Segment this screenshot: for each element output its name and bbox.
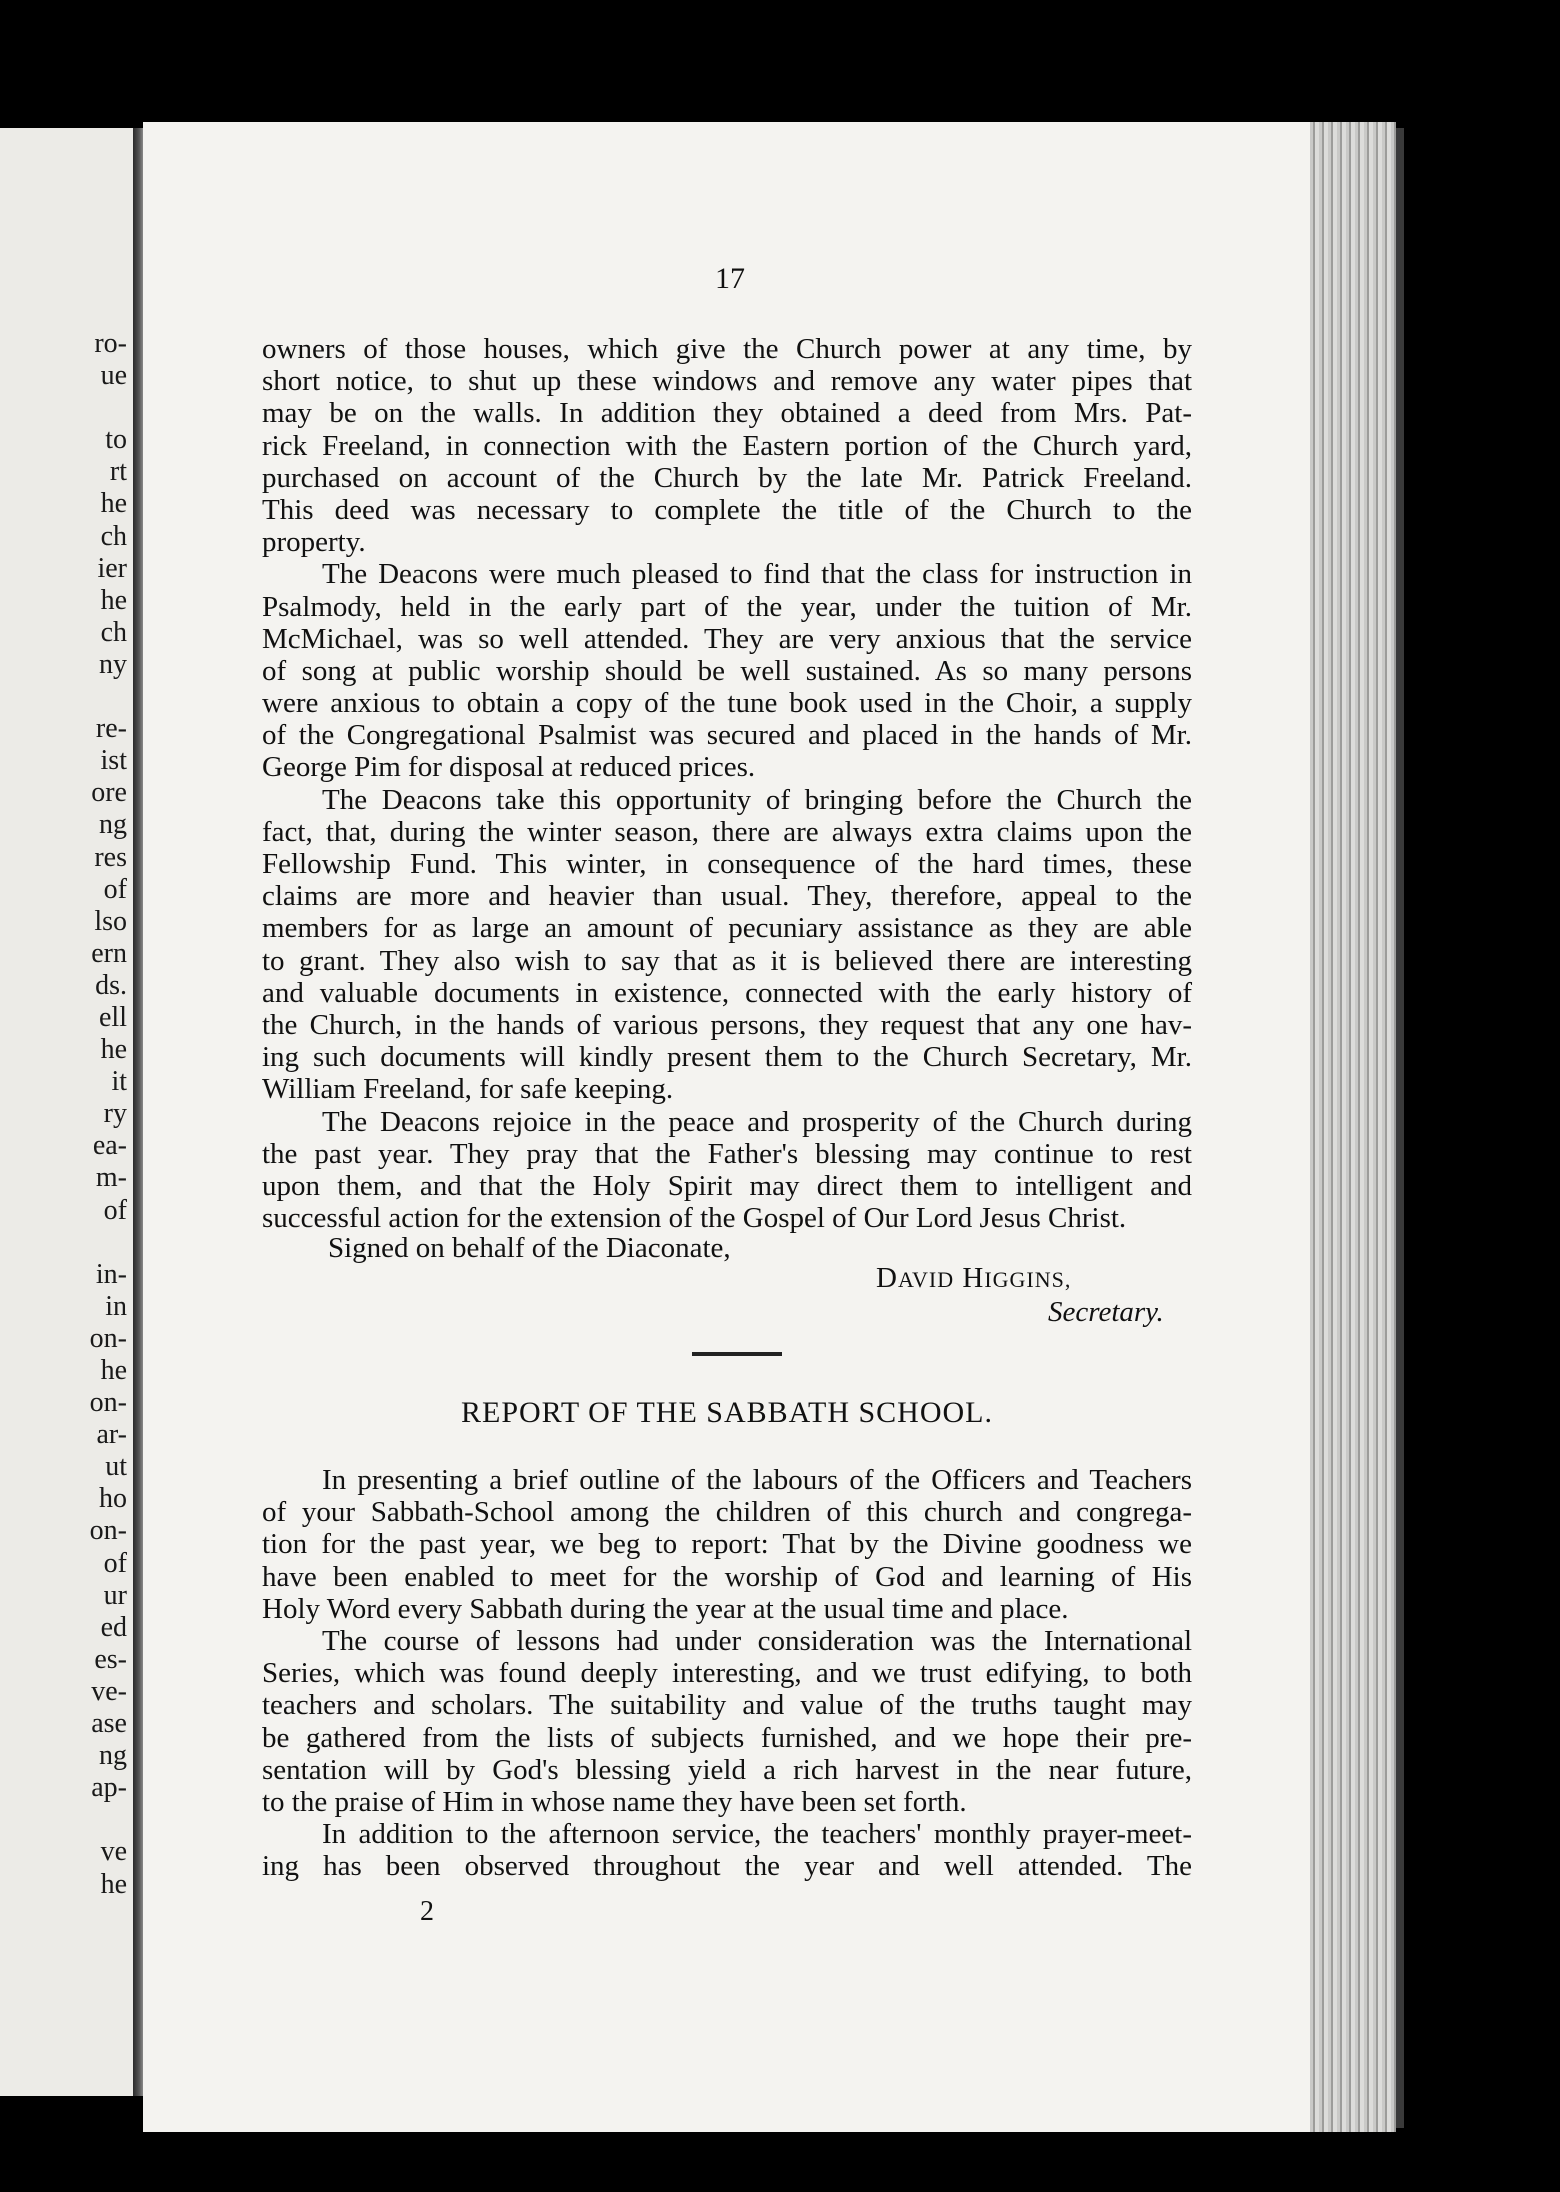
left-fragment: he [100, 1355, 127, 1386]
text-line: In presenting a brief outline of the labours of the Officers and Teachers [322, 1464, 1192, 1496]
left-fragment: to [105, 424, 127, 456]
text-line: to grant. They also wish to say that as it is believed there are interesting [262, 944, 1192, 977]
text-line: rick Freeland, in connection with the Eastern portion of the Church yard, [262, 429, 1192, 462]
text-line: may be on the walls. In addition they obtained a deed from Mrs. Pat- [262, 397, 1192, 430]
left-fragment: es- [94, 1643, 127, 1675]
left-fragment: res [94, 841, 127, 873]
left-fragment [90, 681, 127, 713]
text-line: This deed was necessary to complete the title of the Church to the [262, 493, 1192, 526]
text-line: McMichael, was so well attended. They are very anxious that the service [262, 622, 1192, 655]
text-line: Psalmody, held in the early part of the year, under the tuition of Mr. [262, 590, 1192, 623]
text-line: Series, which was found deeply interesting, and we trust edifying, to both [262, 1657, 1192, 1690]
signed-line: Signed on behalf of the Diaconate, [328, 1232, 731, 1264]
left-fragment: rt [109, 456, 127, 488]
left-fragment: ng [99, 809, 127, 841]
text-line: purchased on account of the Church by the late Mr. Patrick Freeland. [262, 461, 1192, 494]
text-line: of your Sabbath-School among the children of this church and congrega- [262, 1496, 1192, 1529]
left-fragment: re- [95, 713, 127, 745]
left-page-fragments [90, 328, 127, 1901]
left-fragment: on- [89, 1322, 127, 1354]
left-fragment: ist [100, 745, 127, 777]
text-line: property. [262, 526, 366, 559]
left-fragment: ar- [96, 1419, 127, 1451]
left-fragment: ore [91, 777, 127, 809]
book-gutter [133, 128, 143, 2096]
text-line: tion for the past year, we beg to report: That by the Divine goodness we [262, 1528, 1192, 1561]
left-fragment [90, 1227, 127, 1259]
text-line: The course of lessons had under consideration was the International [322, 1624, 1192, 1657]
text-line: short notice, to shut up these windows and remove any water pipes that [262, 365, 1192, 398]
signature-mark: 2 [420, 1896, 434, 1927]
signatory-first-initial: D [876, 1262, 898, 1294]
text-line: The Deacons take this opportunity of bringing before the Church the [322, 783, 1192, 816]
text-line: the Church, in the hands of various persons, they request that any one hav- [262, 1008, 1192, 1041]
left-fragment: m- [95, 1162, 127, 1194]
left-fragment: ch [100, 520, 127, 552]
text-line: claims are more and heavier than usual. They, therefore, appeal to the [262, 880, 1192, 913]
text-line: William Freeland, for safe keeping. [262, 1073, 674, 1106]
left-fragment: ho [99, 1483, 127, 1515]
left-fragment: ny [99, 648, 127, 680]
text-line: to the praise of Him in whose name they have been set forth. [262, 1785, 967, 1818]
text-line: teachers and scholars. The suitability and value of the truths taught may [262, 1689, 1192, 1722]
left-fragment: ap- [91, 1772, 127, 1804]
text-line: Holy Word every Sabbath during the year at the usual time and place. [262, 1592, 1069, 1625]
section-divider [692, 1352, 782, 1356]
left-fragment: ve- [91, 1675, 127, 1707]
left-fragment: on- [89, 1515, 127, 1547]
left-fragment: ng [99, 1740, 127, 1772]
text-line: In addition to the afternoon service, the teachers' monthly prayer-meet- [322, 1818, 1192, 1851]
sabbath-school-report-text [262, 1464, 1192, 1882]
text-line: were anxious to obtain a copy of the tune book used in the Choir, a supply [262, 687, 1192, 720]
signatory-title: Secretary. [1048, 1296, 1164, 1328]
signatory-name [876, 1262, 1071, 1295]
text-line: upon them, and that the Holy Spirit may direct them to intelligent and [262, 1169, 1192, 1202]
text-line: the past year. They pray that the Father's blessing may continue to rest [262, 1137, 1192, 1170]
signatory-last-rest: IGGINS, [984, 1267, 1072, 1292]
text-line: owners of those houses, which give the Church power at any time, by [262, 333, 1192, 365]
left-fragment: ch [100, 616, 127, 648]
left-fragment: ase [91, 1708, 127, 1740]
left-fragment: ell [99, 1001, 127, 1033]
signatory-first-rest: AVID [897, 1267, 955, 1292]
left-fragment: ea- [92, 1130, 127, 1162]
text-line: have been enabled to meet for the worship of God and learning of His [262, 1560, 1192, 1593]
left-fragment: ry [103, 1098, 127, 1130]
left-fragment: he [100, 488, 127, 520]
left-fragment: of [103, 1194, 127, 1226]
left-fragment: he [100, 1034, 127, 1066]
left-fragment: lso [94, 905, 127, 937]
left-fragment: it [111, 1066, 127, 1098]
text-line: ing such documents will kindly present them to the Church Secretary, Mr. [262, 1041, 1192, 1074]
left-fragment: ern [91, 937, 127, 969]
left-fragment: ur [103, 1579, 127, 1611]
left-page-edge [0, 128, 133, 2096]
left-fragment: ue [100, 360, 127, 392]
text-line: George Pim for disposal at reduced prices. [262, 751, 756, 784]
left-fragment: he [100, 1868, 127, 1900]
left-fragment: of [103, 1547, 127, 1579]
left-fragment: ut [105, 1451, 127, 1483]
text-line: ing has been observed throughout the year and well attended. The [262, 1850, 1192, 1883]
text-line: The Deacons rejoice in the peace and prosperity of the Church during [322, 1105, 1192, 1138]
left-fragment: in- [95, 1258, 127, 1290]
left-fragment: ed [100, 1611, 127, 1643]
text-line: fact, that, during the winter season, there are always extra claims upon the [262, 815, 1192, 848]
text-line: of the Congregational Psalmist was secured and placed in the hands of Mr. [262, 719, 1192, 752]
text-line: sentation will by God's blessing yield a rich harvest in the near future, [262, 1753, 1192, 1786]
left-fragment: on- [89, 1387, 127, 1419]
left-fragment: he [100, 584, 127, 616]
left-fragment: of [103, 873, 127, 905]
text-line: members for as large an amount of pecuniary assistance as they are able [262, 912, 1192, 945]
left-fragment: ve [100, 1836, 127, 1868]
page-number: 17 [715, 262, 745, 295]
left-fragment: ier [97, 552, 127, 584]
text-line: The Deacons were much pleased to find that the class for instruction in [322, 558, 1192, 591]
text-line: successful action for the extension of the Gospel of Our Lord Jesus Christ. [262, 1202, 1127, 1235]
text-line: of song at public worship should be well sustained. As so many persons [262, 654, 1192, 687]
left-fragment: ro- [94, 328, 127, 359]
page-edge-stack [1310, 122, 1396, 2132]
text-line: Fellowship Fund. This winter, in consequence of the hard times, these [262, 848, 1192, 880]
left-fragment [90, 392, 127, 424]
text-line: and valuable documents in existence, connected with the early history of [262, 976, 1192, 1009]
section-heading: REPORT OF THE SABBATH SCHOOL. [460, 1396, 993, 1429]
left-fragment: ds. [95, 969, 127, 1001]
deacons-report-text [262, 333, 1192, 1234]
text-line: be gathered from the lists of subjects furnished, and we hope their pre- [262, 1721, 1192, 1754]
left-fragment: in [105, 1290, 127, 1322]
page-edge-shadow [1396, 128, 1404, 2128]
left-fragment [90, 1804, 127, 1836]
signatory-last-initial: H [962, 1262, 985, 1294]
